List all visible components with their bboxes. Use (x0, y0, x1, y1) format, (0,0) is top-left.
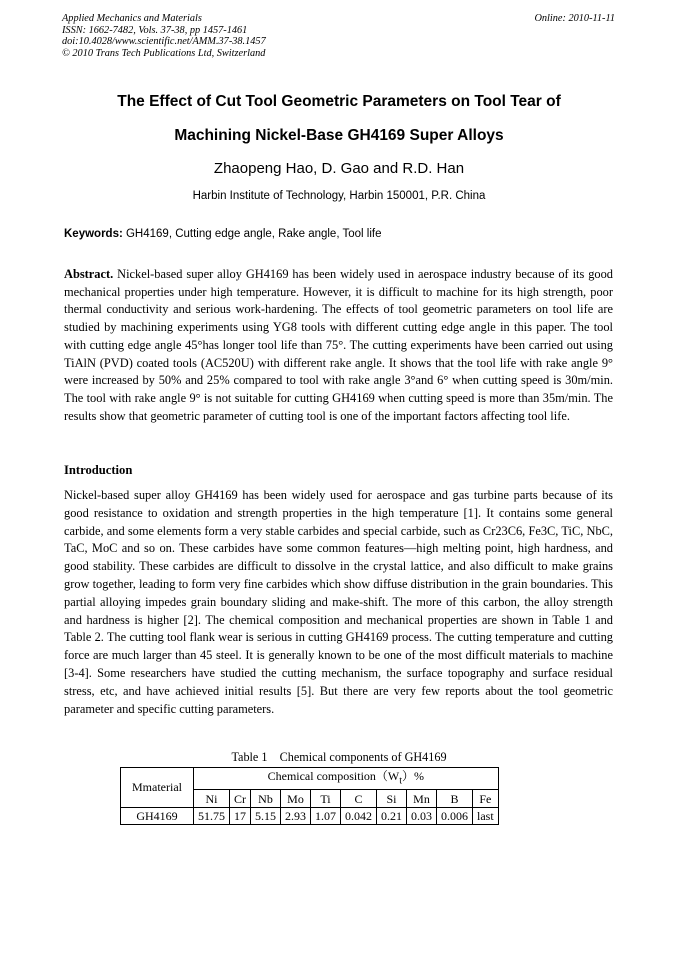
col-header: Nb (251, 790, 281, 808)
material-header: Mmaterial (121, 768, 194, 808)
value-cell: 0.03 (407, 807, 437, 825)
col-header: Mo (281, 790, 311, 808)
composition-header-sub: t (399, 775, 403, 787)
issn-line: ISSN: 1662-7482, Vols. 37-38, pp 1457-1461 (62, 24, 248, 36)
col-header: Fe (473, 790, 499, 808)
value-cell: 1.07 (311, 807, 341, 825)
introduction-text: Nickel-based super alloy GH4169 has been widely used for aerospace and gas turbine parts because of its good resistance to oxidation and strength properties in the high temperature [1]. It contains some general carbide, and some elements form a very stable carbides and special carbide, such as Cr23C6, Fe3C, TiC, NbC, TaC, MoC and so on. These carbides have some common features—high melting point, high hardness, and good stability. These carbides are difficult to dissolve in the crystal lattice, and also difficult to make grains grow together, leading to form very fine carbides which show diffuse distribution in the grain boundaries. This partial alloying impedes grain boundary sliding and make-shift. The more of this carbon, the alloy strength and hardness is higher [2]. The chemical composition and mechanical properties are shown in Table 1 and Table 2. The cutting tool flank wear is serious in cutting GH4169 process. The cutting temperature and cutting force are much larger than 45 steel. It is generally known to be one of the most difficult materials to machine [3-4]. Some researchers have studied the cutting mechanism, the surface topography and surface residual stress, etc, and have achieved initial results [5]. But there are very few reports about the tool geometric parameter and specific cutting parameters. (64, 488, 613, 716)
material-cell: GH4169 (121, 807, 194, 825)
value-cell: 2.93 (281, 807, 311, 825)
col-header: C (341, 790, 377, 808)
journal-name: Applied Mechanics and Materials (62, 13, 202, 24)
col-header: Ti (311, 790, 341, 808)
chemical-composition-table (120, 767, 499, 825)
abstract (64, 266, 613, 425)
composition-header (194, 768, 499, 790)
col-header: Cr (230, 790, 251, 808)
composition-header-suffix: ）% (402, 769, 425, 783)
copyright-line: © 2010 Trans Tech Publications Ltd, Switzerland (62, 47, 266, 59)
affiliation: Harbin Institute of Technology, Harbin 150001, P.R. China (192, 190, 486, 202)
online-date: Online: 2010-11-11 (534, 13, 615, 24)
journal-header (62, 13, 266, 59)
value-cell: 0.21 (377, 807, 407, 825)
value-cell: 0.042 (341, 807, 377, 825)
col-header: Mn (407, 790, 437, 808)
table-header-row (121, 768, 499, 790)
keywords-text: GH4169, Cutting edge angle, Rake angle, Tool life (122, 228, 382, 240)
composition-header-prefix: Chemical composition（W (267, 769, 400, 783)
authors: Zhaopeng Hao, D. Gao and R.D. Han (213, 160, 465, 177)
table-row (121, 807, 499, 825)
keywords (64, 228, 382, 240)
paper-title-line-1: The Effect of Cut Tool Geometric Parameters on Tool Tear of (117, 93, 561, 110)
abstract-text: Nickel-based super alloy GH4169 has been widely used in aerospace industry because of its good mechanical properties under high temperature. However, it is difficult to machine for its high strength, poor thermal conductivity and serious work-hardening. The effects of tool geometric parameters on tool life are studied by machining experiments using YG8 tools with different cutting edge angle in this paper. The tool with cutting edge angle 45°has longer tool life than 75°. The cutting experiments have been carried out using TiAlN (PVD) coated tools (AC520U) with different rake angle. It shows that the tool life with rake angle 9° were increased by 50% and 25% compared to tool with rake angle 3°and 6° when cutting speed is 30m/min. The tool with rake angle 9° is not suitable for cutting GH4169 when cutting speed is more than 35m/min. The results show that geometric parameter of cutting tool is one of the important factors affecting tool life. (64, 267, 613, 423)
value-cell: 5.15 (251, 807, 281, 825)
value-cell: last (473, 807, 499, 825)
value-cell: 51.75 (194, 807, 230, 825)
col-header: Si (377, 790, 407, 808)
col-header: Ni (194, 790, 230, 808)
value-cell: 0.006 (437, 807, 473, 825)
doi-line: doi:10.4028/www.scientific.net/AMM.37-38.1457 (62, 36, 266, 48)
value-cell: 17 (230, 807, 251, 825)
paper-title-line-2: Machining Nickel-Base GH4169 Super Alloys (174, 127, 504, 144)
keywords-label: Keywords: (64, 228, 123, 240)
abstract-label: Abstract. (64, 267, 114, 281)
col-header: B (437, 790, 473, 808)
introduction-heading: Introduction (64, 463, 133, 477)
table-caption: Table 1 Chemical components of GH4169 (231, 750, 447, 764)
